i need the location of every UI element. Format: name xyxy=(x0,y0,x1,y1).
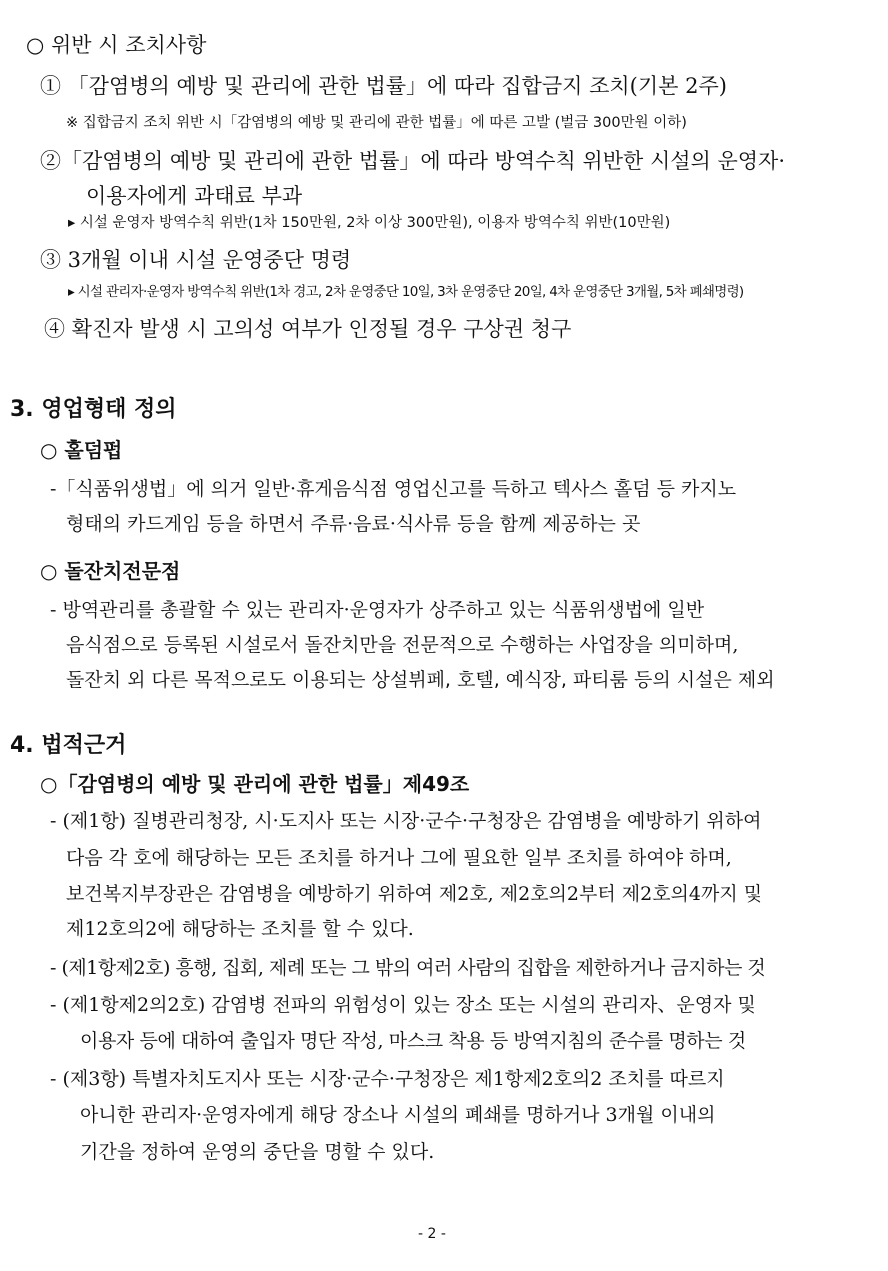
law-clause-2-2-a: - (제1항제2의2호) 감염병 전파의 위험성이 있는 장소 또는 시설의 관리자、운영자 및 xyxy=(50,994,756,1016)
holdem-pub-heading: ○ 홀덤펍 xyxy=(40,438,123,462)
section-4-heading: 4. 법적근거 xyxy=(10,733,127,758)
law-clause-3-a: - (제3항) 특별자치도지사 또는 시장·군수·구청장은 제1항제2호의2 조치를 따르지 xyxy=(50,1068,725,1090)
page-number: - 2 - xyxy=(418,1226,446,1242)
doljanchi-def-3: 돌잔치 외 다른 목적으로도 이용되는 상설뷔페, 호텔, 예식장, 파티룸 등의 시설은 제외 xyxy=(66,669,775,691)
law-article-heading: ○「감염병의 예방 및 관리에 관한 법률」제49조 xyxy=(40,772,470,796)
law-clause-2: - (제1항제2호) 흥행, 집회, 제례 또는 그 밖의 여러 사람의 집합을 제한하거나 금지하는 것 xyxy=(50,957,766,979)
doljanchi-heading: ○ 돌잔치전문점 xyxy=(40,559,181,583)
line-measure-3-note: ▸ 시설 관리자·운영자 방역수칙 위반(1차 경고, 2차 운영중단 10일, 3차 운영중단 20일, 4차 운영중단 3개월, 5차 폐쇄명령) xyxy=(68,284,744,300)
line-measure-2-note: ▸ 시설 운영자 방역수칙 위반(1차 150만원, 2차 이상 300만원), 이용자 방역수칙 위반(10만원) xyxy=(68,215,671,231)
line-measure-2: ②「감염병의 예방 및 관리에 관한 법률」에 따라 방역수칙 위반한 시설의 운영자· xyxy=(40,149,786,173)
section-3-heading: 3. 영업형태 정의 xyxy=(10,397,177,422)
law-clause-1-a: - (제1항) 질병관리청장, 시·도지사 또는 시장·군수·구청장은 감염병을 예방하기 위하여 xyxy=(50,810,762,832)
law-clause-1-b: 다음 각 호에 해당하는 모든 조치를 하거나 그에 필요한 일부 조치를 하여야 하며, xyxy=(66,847,732,869)
line-violation-heading: ○ 위반 시 조치사항 xyxy=(26,33,207,57)
line-measure-3: ③ 3개월 이내 시설 운영중단 명령 xyxy=(40,248,352,272)
holdem-pub-def-2: 형태의 카드게임 등을 하면서 주류·음료·식사류 등을 함께 제공하는 곳 xyxy=(66,513,641,535)
law-clause-3-c: 기간을 정하여 운영의 중단을 명할 수 있다. xyxy=(80,1141,435,1163)
line-measure-1-note: ※ 집합금지 조치 위반 시「감염병의 예방 및 관리에 관한 법률」에 따른 고발 (벌금 300만원 이하) xyxy=(66,115,687,131)
law-clause-2-2-b: 이용자 등에 대하여 출입자 명단 작성, 마스크 착용 등 방역지침의 준수를 명하는 것 xyxy=(80,1030,746,1052)
law-clause-3-b: 아니한 관리자·운영자에게 해당 장소나 시설의 폐쇄를 명하거나 3개월 이내의 xyxy=(80,1104,716,1126)
doljanchi-def-2: 음식점으로 등록된 시설로서 돌잔치만을 전문적으로 수행하는 사업장을 의미하며, xyxy=(66,634,739,656)
holdem-pub-def-1: -「식품위생법」에 의거 일반·휴게음식점 영업신고를 득하고 텍사스 홀덤 등 카지노 xyxy=(50,478,737,500)
doljanchi-def-1: - 방역관리를 총괄할 수 있는 관리자·운영자가 상주하고 있는 식품위생법에 일반 xyxy=(50,599,705,621)
law-clause-1-d: 제12호의2에 해당하는 조치를 할 수 있다. xyxy=(66,918,414,940)
line-measure-2-cont: 이용자에게 과태료 부과 xyxy=(86,184,303,208)
line-measure-4: ④ 확진자 발생 시 고의성 여부가 인정될 경우 구상권 청구 xyxy=(44,317,572,341)
law-clause-1-c: 보건복지부장관은 감염병을 예방하기 위하여 제2호, 제2호의2부터 제2호의4까지 및 xyxy=(66,883,763,905)
line-measure-1: ① 「감염병의 예방 및 관리에 관한 법률」에 따라 집합금지 조치(기본 2주) xyxy=(40,74,727,98)
